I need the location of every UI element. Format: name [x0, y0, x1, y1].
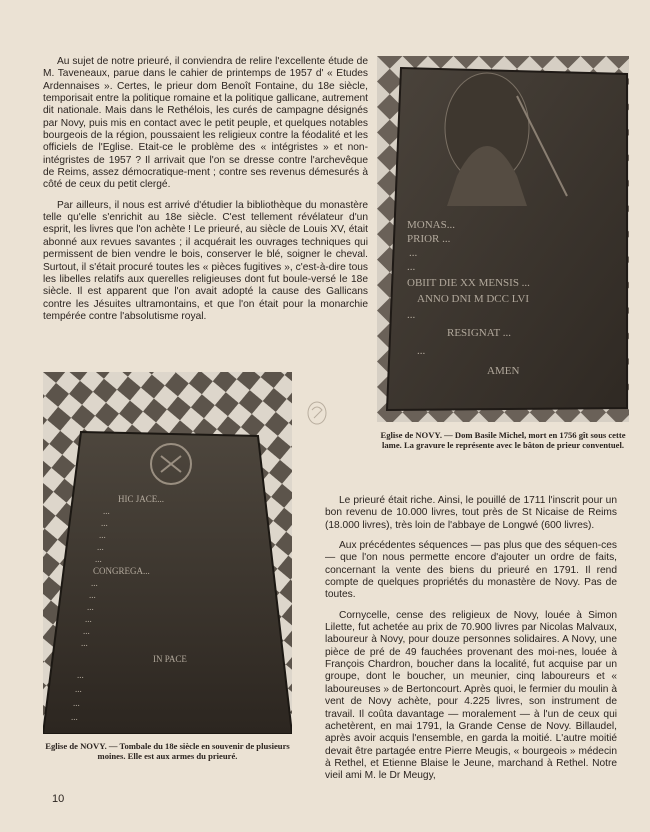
inscription-line: ... [77, 670, 84, 680]
inscription-line: RESIGNAT ... [447, 327, 511, 339]
photo-caption-left: Eglise de NOVY. — Tombale du 18e siècle en souvenir de plusieurs moines. Elle est aux armes du prieuré. [45, 741, 290, 761]
right-text-column [325, 495, 617, 791]
tombstone-photo-right [377, 56, 629, 422]
inscription-line: ... [417, 345, 426, 357]
inscription-line: ANNO DNI M DCC LVI [417, 293, 530, 305]
paragraph: Au sujet de notre prieuré, il conviendra de relire l'excellente étude de M. Taveneaux, parue dans le cahier de printemps de 1957 d' « Etudes Ardennaises ». Certes, le prieur dom Benoît Fontaine, du 18e siècle, temporisait entre la politique romaine et la politique gallicane, autrement dit nationale. Mais dans le Rethélois, les curés de campagne désignés par Novy, puis mis en contact avec le petit peuple, et quelques notables bourgeois de la région, poussaient les religieux contre la féodalité et les officiels de l'Eglise. Etait-ce le problème des « intégristes » et non-intégristes de 1957 ? Il arrivait que l'on se dresse contre l'archevêque de Reims, assez démocratique-ment ; contre ses revenus démesurés à côté de ceux du petit clergé. [43, 56, 368, 191]
photo-caption-right: Eglise de NOVY. — Dom Basile Michel, mort en 1756 gît sous cette lame. La gravure le représente avec le bâton de prieur conventuel. [380, 430, 626, 450]
tombstone-photo-left [43, 372, 292, 734]
inscription-line: ... [85, 614, 92, 624]
paragraph: Cornycelle, cense des religieux de Novy, louée à Simon Lilette, fut achetée au prix de 70.900 livres par Nicolas Malvaux, laboureur à Novy, pour douze personnes solidaires. A Novy, une pièce de pré de 49 fauchées provenant des moi-nes, louée à François Chardron, boucher dans la localité, fut acquise par un groupe, dont le boucher, un meunier, cinq laboureurs et « laboureuses » de Bertoncourt. Après quoi, le fermier du moulin à vent de Novy achète, pour 4.225 livres, son instrument de travail. Il coûta davantage — moralement — à l'un de ceux qui achetèrent, en mai 1791, la Grande Cense de Novy. Billaudel, après avoir acquis l'ensemble, en garda la moitié. L'autre moitié devait être partagée entre Pierre Meugis, « bourgeois » médecin à Rethel, et Etienne Blaise le Jeune, marchand à Rethel. Notre vieil ami M. le Dr Meugy, [325, 609, 617, 782]
tombstone-image [43, 372, 292, 734]
inscription-line: ... [409, 247, 418, 259]
inscription-line: ... [73, 698, 80, 708]
inscription-line: ... [407, 261, 416, 273]
inscription-line: ... [75, 684, 82, 694]
inscription-line: HIC JACE... [118, 494, 165, 504]
inscription-line: ... [101, 518, 108, 528]
inscription-line: ... [91, 578, 98, 588]
inscription-line: AMEN [487, 365, 520, 377]
inscription-line: IN PACE [153, 654, 187, 664]
inscription-line: ... [89, 590, 96, 600]
inscription-line: ... [83, 626, 90, 636]
inscription-line: ... [87, 602, 94, 612]
inscription-line: PRIOR ... [407, 233, 451, 245]
inscription-line: ... [407, 309, 416, 321]
inscription-line: MONAS... [407, 219, 455, 231]
inscription-line: ... [97, 542, 104, 552]
paragraph: Aux précédentes séquences — pas plus que des séquen-ces — que l'on nous permette encore d'ajouter un ordre de faits, concernant la vente des biens du prieuré en 1791. Il rend compte de quelques propriétés du monastère de Novy. Pas de toutes. [325, 540, 617, 601]
inscription-line: ... [99, 530, 106, 540]
inscription-line: ... [95, 554, 102, 564]
paragraph: Le prieuré était riche. Ainsi, le pouillé de 1711 l'inscrit pour un bon revenu de 10.000 livres, tout près de St Nicaise de Reims (18.000 livres), très loin de l'abbaye de Longwé (600 livres). [325, 495, 617, 531]
paragraph: Par ailleurs, il nous est arrivé d'étudier la bibliothèque du monastère telle qu'elle s'enrichit au 18e siècle. C'est tellement révélateur d'un esprit, les livres que l'on achète ! Le prieuré, au siècle de Louis XV, était abonné aux revues savantes ; il acquérait les ouvrages techniques qui permissent de bien vendre le bois, conserver le blé, soigner le cheval. Surtout, il s'était procuré toutes les « pièces fugitives », c'est-à-dire tous les libelles relatifs aux querelles religieuses dont fut boule-versé le 18e siècle. Il est apparent que l'on avait adopté la cause des Gallicans contre les Jésuites ultramontains, et que l'on était pour la monarchie tempérée contre l'absolutisme royal. [43, 199, 368, 322]
library-stamp-icon [306, 400, 328, 426]
inscription-line: ... [81, 638, 88, 648]
inscription-line: ... [103, 506, 110, 516]
left-text-column [43, 56, 368, 331]
inscription-line: ... [71, 712, 78, 722]
page-number: 10 [52, 793, 65, 805]
inscription-line: CONGREGA... [93, 566, 150, 576]
inscription-line: OBIIT DIE XX MENSIS ... [407, 277, 530, 289]
tombstone-image [377, 56, 629, 422]
